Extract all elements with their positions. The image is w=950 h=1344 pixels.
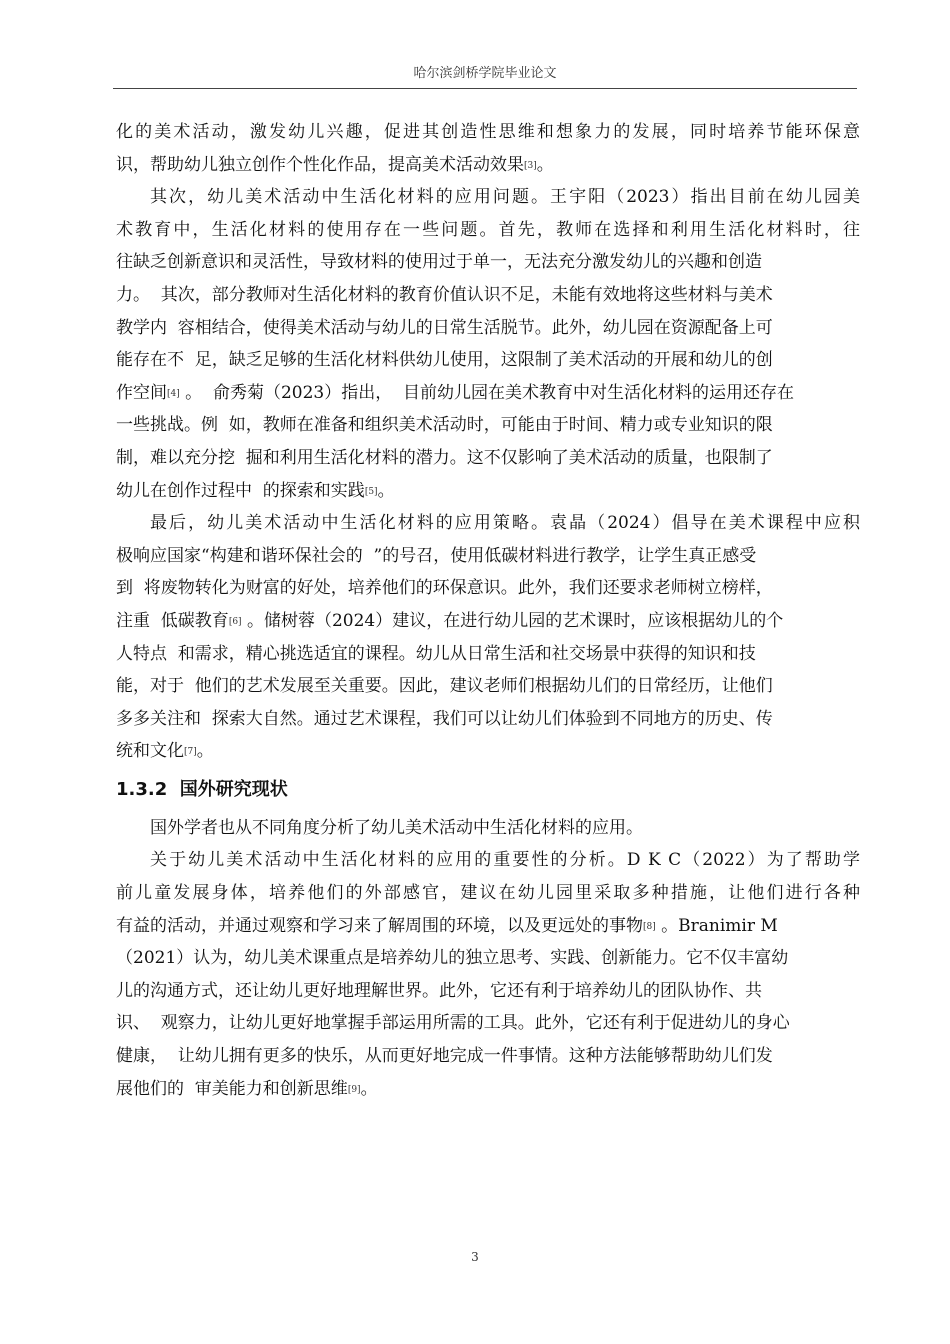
citation-ref: [3] [524, 160, 537, 171]
text-line: 识、 观察力，让幼儿更好地掌握手部运用所需的工具。此外，它还有利于促进幼儿的身心 [116, 1013, 790, 1034]
running-header: 哈尔滨剑桥学院毕业论文 [413, 66, 557, 81]
text-line: （2021）认为，幼儿美术课重点是培养幼儿的独立思考、实践、创新能力。它不仅丰富幼 [116, 948, 789, 969]
text-line: 化的美术活动，激发幼儿兴趣，促进其创造性思维和想象力的发展，同时培养节能环保意 [116, 122, 860, 142]
section-heading: 1.3.2 国外研究现状 [116, 778, 288, 800]
text-line: 展他们的 审美能力和创新思维[9]。 [116, 1078, 378, 1099]
text-line: 能，对于 他们的艺术发展至关重要。因此，建议老师们根据幼儿们的日常经历，让他们 [116, 676, 773, 697]
text-line: 幼儿在创作过程中 的探索和实践[5]。 [116, 480, 395, 501]
text-line: 制，难以充分挖 掘和利用生活化材料的潜力。这不仅影响了美术活动的质量，也限制了 [116, 447, 773, 468]
page-number: 3 [471, 1250, 479, 1264]
text-line: 国外学者也从不同角度分析了幼儿美术活动中生活化材料的应用。 [150, 817, 643, 838]
citation-ref: [4] [167, 388, 180, 399]
text-line: 多多关注和 探索大自然。通过艺术课程，我们可以让幼儿们体验到不同地方的历史、传 [116, 708, 773, 729]
paragraph-1 [116, 116, 860, 181]
text-line: 有益的活动，并通过观察和学习来了解周围的环境，以及更远处的事物[8] 。Branimir M [116, 915, 778, 936]
text-line: 其次，幼儿美术活动中生活化材料的应用问题。王宇阳（2023）指出目前在幼儿园美 [150, 187, 860, 208]
text-line: 最后，幼儿美术活动中生活化材料的应用策略。袁晶（2024）倡导在美术课程中应积 [150, 513, 860, 534]
text-line: 到 将废物转化为财富的好处，培养他们的环保意识。此外，我们还要求老师树立榜样， [116, 578, 773, 599]
text-line: 健康， 让幼儿拥有更多的快乐，从而更好地完成一件事情。这种方法能够帮助幼儿们发 [116, 1046, 773, 1067]
text-line: 前儿童发展身体，培养他们的外部感官，建议在幼儿园里采取多种措施，让他们进行各种 [116, 883, 860, 904]
page-body [116, 116, 860, 1105]
text-line: 统和文化[7]。 [116, 741, 214, 762]
text-line: 往缺乏创新意识和灵活性，导致材料的使用过于单一，无法充分激发幼儿的兴趣和创造 [116, 252, 762, 273]
text-line: 教学内 容相结合，使得美术活动与幼儿的日常生活脱节。此外，幼儿园在资源配备上可 [116, 317, 773, 338]
paragraph-3 [116, 507, 860, 768]
text-line: 作空间[4] 。 俞秀菊（2023）指出， 目前幼儿园在美术教育中对生活化材料的运用还存在 [116, 382, 795, 403]
text-line: 极响应国家“构建和谐环保社会的 ”的号召，使用低碳材料进行教学，让学生真正感受 [116, 545, 757, 566]
citation-ref: [9] [347, 1084, 361, 1095]
text-line: 能存在不 足，缺乏足够的生活化材料供幼儿使用，这限制了美术活动的开展和幼儿的创 [116, 350, 773, 371]
citation-ref: [6] [228, 616, 242, 627]
text-line: 力。 其次，部分教师对生活化材料的教育价值认识不足，未能有效地将这些材料与美术 [116, 284, 773, 305]
text-line: 识，帮助幼儿独立创作个性化作品，提高美术活动效果[3]。 [116, 154, 554, 175]
text-line: 人特点 和需求，精心挑选适宜的课程。幼儿从日常生活和社交场景中获得的知识和技 [116, 643, 756, 664]
text-line: 关于幼儿美术活动中生活化材料的应用的重要性的分析。D K C（2022）为了帮助学 [150, 850, 860, 871]
header-divider [113, 88, 857, 89]
citation-ref: [8] [643, 921, 656, 932]
paragraph-4 [116, 812, 860, 845]
paragraph-2 [116, 181, 860, 507]
paragraph-5 [116, 844, 860, 1105]
text-line: 术教育中，生活化材料的使用存在一些问题。首先，教师在选择和利用生活化材料时，往 [116, 219, 860, 240]
citation-ref: [5] [364, 486, 378, 497]
text-line: 一些挑战。例 如，教师在准备和组织美术活动时，可能由于时间、精力或专业知识的限 [116, 415, 773, 436]
text-line: 注重 低碳教育[6] 。储树蓉（2024）建议，在进行幼儿园的艺术课时，应该根据幼儿的个 [116, 610, 784, 631]
text-line: 儿的沟通方式，还让幼儿更好地理解世界。此外，它还有利于培养幼儿的团队协作、共 [116, 980, 762, 1001]
citation-ref: [7] [184, 747, 197, 758]
